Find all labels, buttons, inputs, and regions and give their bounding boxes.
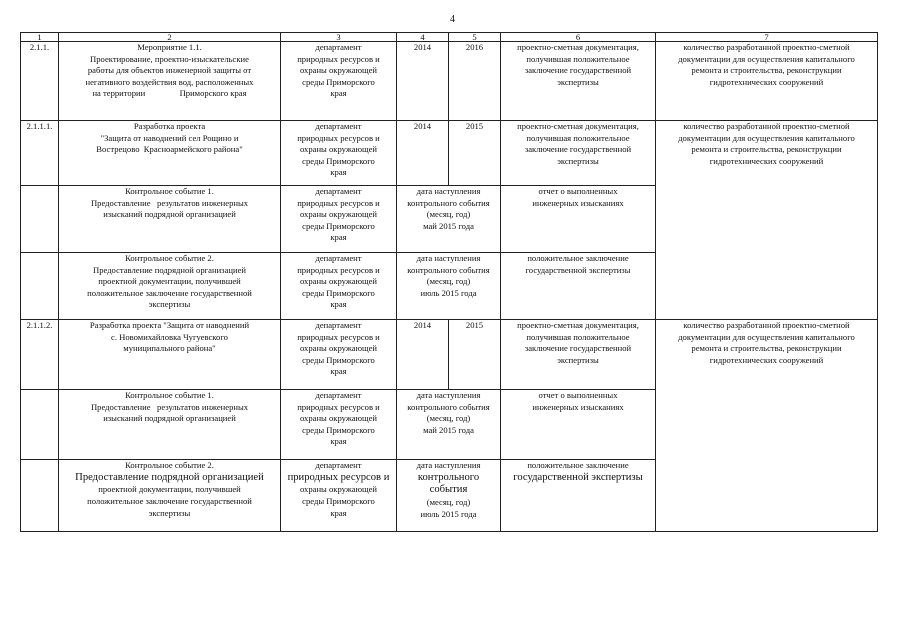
text-line: государственной экспертизы (513, 471, 643, 483)
activity-name (59, 186, 281, 253)
text-line: края (330, 299, 347, 310)
start-year: 2014 (397, 121, 449, 186)
text-line: инженерных изысканиях (532, 401, 624, 412)
table-row (21, 121, 878, 186)
event-date (397, 460, 501, 532)
end-year: 2015 (449, 121, 501, 186)
text-line: заключение государственной (524, 65, 632, 76)
header-cell: 2 (59, 33, 281, 42)
header-cell: 1 (21, 33, 59, 42)
text-line: среды Приморского (302, 220, 375, 231)
activity-name (59, 390, 281, 460)
text-line: документации для осуществления капитального (678, 331, 855, 342)
text-line: негативного воздействия вод, расположенных (85, 76, 254, 87)
row-number (21, 253, 59, 320)
text-line: май 2015 года (423, 424, 474, 435)
event-date (397, 186, 501, 253)
text-line: охраны окружающей (299, 343, 378, 354)
text-line: документации для осуществления капитального (678, 132, 855, 143)
text-line: природных ресурсов и (297, 197, 380, 208)
text-line: положительное заключение государственной (87, 495, 252, 506)
text-line: "Защита от наводнений сел Рощино и (100, 132, 239, 143)
activity-name (59, 460, 281, 532)
text-line: отчет о выполненных (538, 186, 618, 196)
activity-name (59, 253, 281, 320)
text-line: среды Приморского (302, 76, 375, 87)
responsible-dept (281, 121, 397, 186)
event-date (397, 390, 501, 460)
text-line: Предоставление подрядной организацией (75, 471, 264, 483)
expected-result (501, 42, 656, 121)
text-line: документации для осуществления капитального (678, 53, 855, 64)
text-line: гидротехнических сооружений (709, 76, 824, 87)
text-line: контрольного события (417, 471, 480, 496)
responsible-dept (281, 186, 397, 253)
text-line: изысканий подрядной организацией (103, 413, 236, 424)
page-number: 4 (450, 14, 455, 25)
text-line: гидротехнических сооружений (709, 155, 824, 166)
text-line: получившая положительное (526, 132, 630, 143)
text-line: работы для объектов инженерной защиты от (87, 65, 252, 76)
text-line: экспертизы (557, 354, 599, 365)
responsible-dept (281, 253, 397, 320)
text-line: Предоставление результатов инженерных (90, 401, 249, 412)
text-line: количество разработанной проектно-сметной (683, 42, 850, 52)
header-cell: 5 (449, 33, 501, 42)
text-line: Контрольное событие 1. (125, 186, 214, 196)
text-line: природных ресурсов и (297, 331, 380, 342)
text-line: края (330, 167, 347, 178)
text-line: департамент (315, 42, 362, 52)
text-line: заключение государственной (524, 144, 632, 155)
text-line: края (330, 88, 347, 99)
text-line: среды Приморского (302, 155, 375, 166)
start-year: 2014 (397, 320, 449, 390)
text-line: (месяц, год) (426, 413, 471, 424)
text-line: проектно-сметная документация, (517, 121, 639, 131)
text-line: департамент (315, 121, 362, 131)
plan-table (20, 32, 878, 532)
header-cell: 7 (656, 33, 878, 42)
text-line: природных ресурсов и (287, 471, 390, 483)
end-year: 2015 (449, 320, 501, 390)
header-cell: 6 (501, 33, 656, 42)
text-line: количество разработанной проектно-сметной (683, 121, 850, 131)
text-line: Предоставление результатов инженерных (90, 197, 249, 208)
text-line: положительное заключение (527, 460, 629, 470)
text-line: Предоставление подрядной организацией (92, 264, 247, 275)
row-number (21, 390, 59, 460)
text-line: природных ресурсов и (297, 401, 380, 412)
text-line: департамент (315, 320, 362, 330)
text-line: дата наступления (416, 186, 481, 196)
text-line: июль 2015 года (420, 508, 477, 519)
text-line: края (330, 507, 347, 518)
table-row (21, 320, 878, 390)
expected-result (501, 121, 656, 186)
text-line: охраны окружающей (299, 484, 378, 495)
responsible-dept (281, 460, 397, 532)
text-line: департамент (315, 186, 362, 196)
indicator (656, 121, 878, 320)
text-line: среды Приморского (302, 287, 375, 298)
text-line: края (330, 366, 347, 377)
text-line: контрольного события (407, 264, 490, 275)
expected-result (501, 253, 656, 320)
text-line: дата наступления (416, 460, 481, 470)
text-line: охраны окружающей (299, 209, 378, 220)
text-line: с. Новомихайловка Чугуевского (111, 331, 228, 342)
header-row (21, 33, 878, 42)
text-line: природных ресурсов и (297, 132, 380, 143)
text-line: среды Приморского (302, 495, 375, 506)
expected-result (501, 390, 656, 460)
text-line: экспертизы (557, 155, 599, 166)
text-line: среды Приморского (302, 424, 375, 435)
text-line: июль 2015 года (420, 287, 477, 298)
text-line: (месяц, год) (426, 276, 471, 287)
table-row (21, 42, 878, 121)
text-line: края (330, 232, 347, 243)
text-line: Проектирование, проектно-изыскательские (90, 53, 249, 64)
text-line: изысканий подрядной организацией (103, 209, 236, 220)
text-line: контрольного события (407, 197, 490, 208)
text-line: ремонта и строительства, реконструкции (691, 144, 842, 155)
text-line: департамент (315, 460, 362, 470)
start-year: 2014 (397, 42, 449, 121)
text-line: дата наступления (416, 390, 481, 400)
row-number: 2.1.1. (21, 42, 59, 121)
row-number: 2.1.1.1. (21, 121, 59, 186)
expected-result (501, 320, 656, 390)
indicator (656, 42, 878, 121)
text-line: государственной экспертизы (525, 264, 631, 275)
text-line: проектно-сметная документация, (517, 42, 639, 52)
activity-name (59, 42, 281, 121)
text-line: Разработка проекта "Защита от наводнений (89, 320, 250, 330)
text-line: Вострецово Красноармейского района" (96, 144, 243, 155)
responsible-dept (281, 390, 397, 460)
expected-result (501, 186, 656, 253)
text-line: количество разработанной проектно-сметной (683, 320, 850, 330)
text-line: природных ресурсов и (297, 53, 380, 64)
text-line: среды Приморского (302, 354, 375, 365)
header-cell: 3 (281, 33, 397, 42)
text-line: экспертизы (148, 299, 191, 310)
text-line: экспертизы (557, 76, 599, 87)
activity-name (59, 121, 281, 186)
text-line: охраны окружающей (299, 413, 378, 424)
text-line: положительное заключение (527, 253, 629, 263)
text-line: департамент (315, 253, 362, 263)
text-line: ремонта и строительства, реконструкции (691, 343, 842, 354)
text-line: охраны окружающей (299, 65, 378, 76)
text-line: края (330, 436, 347, 447)
responsible-dept (281, 320, 397, 390)
text-line: Контрольное событие 1. (125, 390, 214, 400)
text-line: департамент (315, 390, 362, 400)
text-line: охраны окружающей (299, 276, 378, 287)
text-line: (месяц, год) (426, 497, 471, 508)
header-cell: 4 (397, 33, 449, 42)
end-year: 2016 (449, 42, 501, 121)
text-line: на территории Приморского края (92, 88, 247, 99)
text-line: муниципального района" (123, 343, 216, 354)
text-line: инженерных изысканиях (532, 197, 624, 208)
text-line: Разработка проекта (133, 121, 206, 131)
row-number: 2.1.1.2. (21, 320, 59, 390)
activity-name (59, 320, 281, 390)
row-number (21, 186, 59, 253)
text-line: гидротехнических сооружений (709, 354, 824, 365)
row-number (21, 460, 59, 532)
text-line: дата наступления (416, 253, 481, 263)
text-line: Мероприятие 1.1. (137, 42, 202, 52)
text-line: отчет о выполненных (538, 390, 618, 400)
text-line: проектной документации, получившей (98, 484, 241, 495)
text-line: ремонта и строительства, реконструкции (691, 65, 842, 76)
responsible-dept (281, 42, 397, 121)
text-line: природных ресурсов и (297, 264, 380, 275)
text-line: контрольного события (407, 401, 490, 412)
text-line: получившая положительное (526, 53, 630, 64)
expected-result (501, 460, 656, 532)
text-line: Контрольное событие 2. (125, 460, 214, 470)
text-line: Контрольное событие 2. (125, 253, 214, 263)
event-date (397, 253, 501, 320)
text-line: получившая положительное (526, 331, 630, 342)
indicator (656, 320, 878, 532)
text-line: охраны окружающей (299, 144, 378, 155)
text-line: проектной документации, получившей (98, 276, 241, 287)
text-line: проектно-сметная документация, (517, 320, 639, 330)
text-line: май 2015 года (423, 220, 474, 231)
text-line: экспертизы (148, 507, 191, 518)
text-line: (месяц, год) (426, 209, 471, 220)
text-line: заключение государственной (524, 343, 632, 354)
text-line: положительное заключение государственной (87, 287, 252, 298)
